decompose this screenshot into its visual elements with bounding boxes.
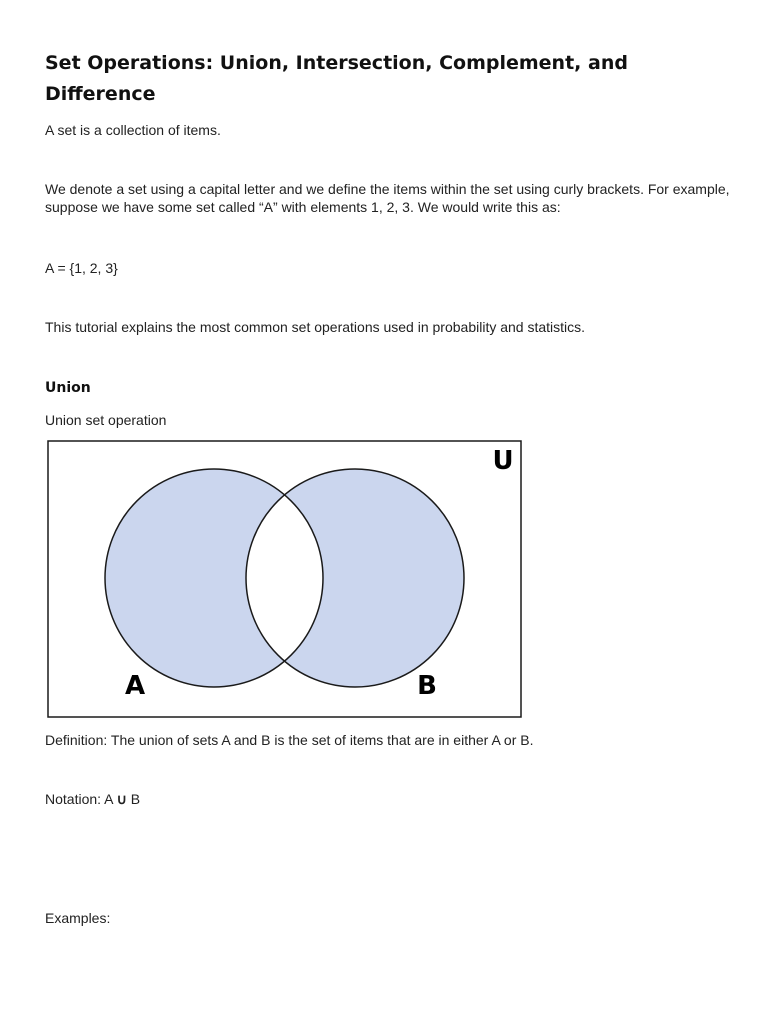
notation-prefix: Notation: A <box>45 791 117 807</box>
intro-paragraph: A set is a collection of items. <box>45 122 221 138</box>
page-title: Set Operations: Union, Intersection, Complement, and Difference <box>45 52 628 105</box>
union-notation <box>45 790 735 808</box>
set-example: A = {1, 2, 3} <box>45 260 118 276</box>
set-b-label: B <box>417 671 437 701</box>
union-caption: Union set operation <box>45 412 167 428</box>
venn-svg <box>47 440 523 718</box>
notation-suffix: B <box>126 791 141 807</box>
set-a-label: A <box>124 671 146 701</box>
tutorial-paragraph: This tutorial explains the most common set operations used in probability and statistics. <box>45 319 586 335</box>
examples-label: Examples: <box>45 910 111 926</box>
union-definition: Definition: The union of sets A and B is the set of items that are in either A or B. <box>45 732 534 748</box>
union-heading: Union <box>45 380 91 396</box>
universe-label: U <box>492 446 514 476</box>
denote-paragraph: We denote a set using a capital letter and we define the items within the set using curly brackets. For example, suppose we have some set called “A” with elements 1, 2, 3. We would write this as: <box>45 181 730 215</box>
union-venn-diagram <box>47 440 523 718</box>
union-symbol: ∪ <box>116 791 127 807</box>
